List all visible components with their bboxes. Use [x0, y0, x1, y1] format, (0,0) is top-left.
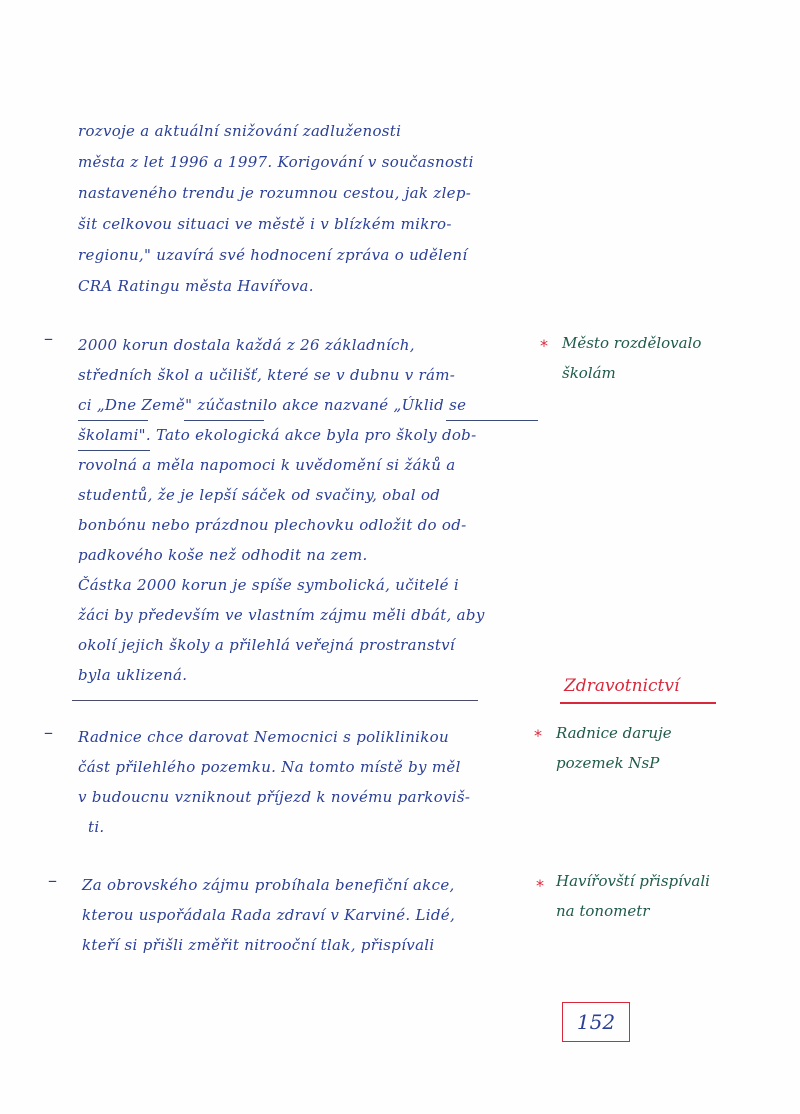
- margin-note: Radnice daruje: [556, 724, 672, 742]
- text-line: část přilehlého pozemku. Na tomto místě by měl: [78, 758, 461, 776]
- text-line: 2000 korun dostala každá z 26 základních,: [78, 336, 415, 354]
- section-divider: [72, 700, 478, 701]
- text-line: Radnice chce darovat Nemocnici s poliklinikou: [78, 728, 449, 746]
- text-line: Částka 2000 korun je spíše symbolická, učitelé i: [78, 576, 459, 594]
- asterisk-icon: *: [540, 336, 548, 355]
- text-line: CRA Ratingu města Havířova.: [78, 277, 314, 295]
- text-line: studentů, že je lepší sáček od svačiny, obal od: [78, 486, 441, 504]
- text-line: v budoucnu vzniknout příjezd k novému parkoviš-: [78, 788, 471, 806]
- page-number: 152: [576, 1010, 616, 1034]
- text-line: žáci by především ve vlastním zájmu měli dbát, aby: [78, 606, 485, 624]
- bullet-dash: –: [44, 328, 53, 349]
- bullet-dash: –: [44, 722, 53, 743]
- text-line: rozvoje a aktuální snižování zadluženosti: [78, 122, 402, 140]
- margin-note: pozemek NsP: [556, 754, 660, 772]
- text-line: rovolná a měla napomoci k uvědomění si žáků a: [78, 456, 456, 474]
- text-line: středních škol a učilišť, které se v dubnu v rám-: [78, 366, 456, 384]
- text-line: padkového koše než odhodit na zem.: [78, 546, 368, 564]
- text-line: regionu," uzavírá své hodnocení zpráva o udělení: [78, 246, 468, 264]
- text-line: nastaveného trendu je rozumnou cestou, jak zlep-: [78, 184, 472, 202]
- section-heading: Zdravotnictví: [564, 676, 680, 696]
- margin-note: školám: [562, 364, 616, 382]
- bullet-dash: –: [48, 870, 57, 891]
- text-line: bonbónu nebo prázdnou plechovku odložit do od-: [78, 516, 467, 534]
- text-line: okolí jejich školy a přilehlá veřejná prostranství: [78, 636, 456, 654]
- heading-underline: [560, 702, 716, 704]
- underline: [78, 420, 148, 421]
- asterisk-icon: *: [534, 726, 542, 745]
- text-line: kterou uspořádala Rada zdraví v Karviné. Lidé,: [82, 906, 456, 924]
- text-line: šit celkovou situaci ve městě i v blízkém mikro-: [78, 215, 452, 233]
- text-line: školami". Tato ekologická akce byla pro školy dob-: [78, 426, 477, 444]
- text-line: Za obrovského zájmu probíhala benefiční akce,: [82, 876, 455, 894]
- text-line: ci „Dne Země" zúčastnilo akce nazvané „Úklid se: [78, 396, 467, 414]
- margin-note: Město rozdělovalo: [562, 334, 702, 352]
- margin-note: na tonometr: [556, 902, 650, 920]
- margin-note: Havířovští přispívali: [556, 872, 710, 890]
- underline: [446, 420, 538, 421]
- asterisk-icon: *: [536, 876, 544, 895]
- page-number-box: [562, 1002, 630, 1042]
- underline: [78, 450, 150, 451]
- text-line: kteří si přišli změřit nitrooční tlak, přispívali: [82, 936, 435, 954]
- underline: [184, 420, 264, 421]
- text-line: města z let 1996 a 1997. Korigování v současnosti: [78, 153, 474, 171]
- text-line: ti.: [88, 818, 105, 836]
- text-line: byla uklizená.: [78, 666, 188, 684]
